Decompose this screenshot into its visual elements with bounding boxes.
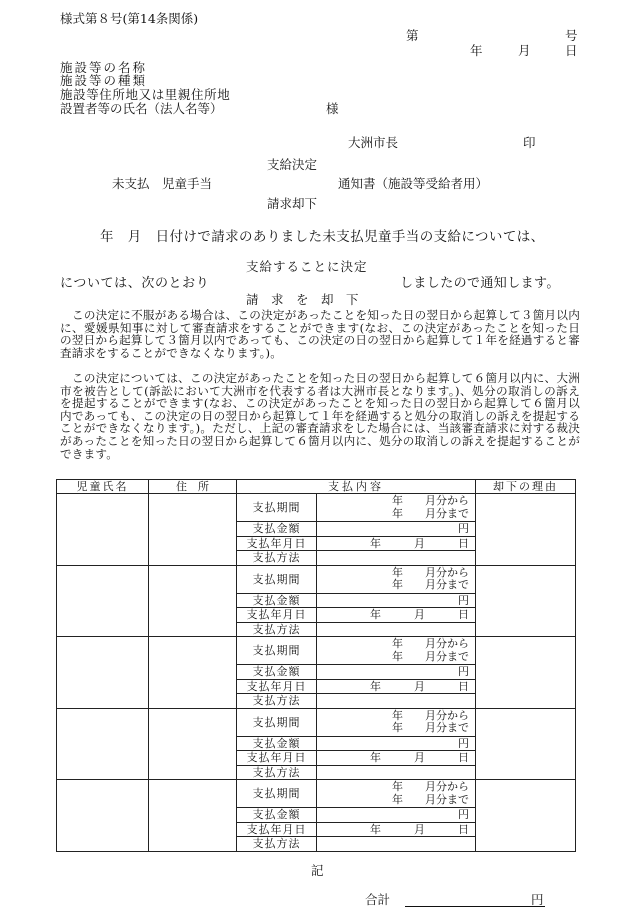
title-option-reject: 請求却下 — [267, 196, 318, 211]
method-label: 支払方法 — [237, 551, 317, 566]
title-right: 通知書（施設等受給者用） — [338, 176, 489, 191]
body-option-grant: 支給することに決定 — [246, 259, 368, 274]
period-from: 年 月分から — [392, 780, 469, 793]
period-from: 年 月分から — [392, 708, 469, 722]
address-cell — [149, 780, 237, 852]
period-label: 支払期間 — [237, 637, 317, 665]
period-to: 年 月分まで — [392, 649, 469, 663]
amount-value: 円 — [317, 665, 476, 680]
date-label: 支払年月日 — [237, 679, 317, 694]
method-value — [317, 551, 476, 566]
child-name-cell — [57, 708, 149, 780]
doc-number-suffix: 号 — [565, 28, 578, 43]
table-header-row — [57, 480, 576, 494]
rejection-reason-cell — [476, 565, 576, 637]
date-value: 年 月 日 — [317, 536, 476, 551]
period-to: 年 月分まで — [392, 721, 469, 734]
amount-value: 円 — [317, 593, 476, 608]
period-label: 支払期間 — [237, 565, 317, 593]
date-day: 日 — [565, 43, 578, 58]
address-cell — [149, 494, 237, 566]
header-child-name: 児童氏名 — [57, 480, 149, 494]
payment-table — [56, 479, 576, 852]
date-year: 年 — [470, 43, 483, 58]
period-to: 年 月分まで — [392, 578, 469, 591]
period-label: 支払期間 — [237, 494, 317, 522]
amount-value: 円 — [317, 736, 476, 751]
date-month: 月 — [518, 43, 531, 58]
total-yen: 円 — [531, 892, 544, 907]
date-label: 支払年月日 — [237, 536, 317, 551]
date-value: 年 月 日 — [317, 608, 476, 623]
child-name-cell — [57, 494, 149, 566]
method-value — [317, 694, 476, 709]
mayor-title: 大洲市長 — [348, 135, 399, 150]
amount-label: 支払金額 — [237, 665, 317, 680]
table-row — [57, 494, 576, 522]
facility-name-label: 施設等の名称 — [60, 60, 148, 75]
amount-label: 支払金額 — [237, 522, 317, 537]
table-row — [57, 708, 576, 736]
seal-mark: 印 — [523, 135, 536, 150]
body-line-left: については、次のとおり — [60, 276, 210, 291]
amount-label: 支払金額 — [237, 808, 317, 823]
lawsuit-notice-paragraph: この決定については、この決定があったことを知った日の翌日から起算して６箇月以内に、大洲市を被告として(訴訟において大洲市を代表する者は大洲市長となります。)、処分の取消しの訴えを提起することができます(なお、この決定があったことを知った日の翌日から起算して６箇月以内であっても、この決定の日の翌日から起算して１年を経過すると処分の取消しの訴えを提起することができなくなります。)。ただし、上記の審査請求をした場合には、当該審査請求に対する裁決があったことを知った日の翌日から起算して６箇月以内に、処分の取消しの訴えを提起することができます。 — [60, 371, 580, 461]
table-row — [57, 565, 576, 593]
header-payment-content: 支払内容 — [237, 480, 476, 494]
method-value — [317, 622, 476, 637]
method-value — [317, 765, 476, 780]
date-value: 年 月 日 — [317, 822, 476, 837]
doc-number-prefix: 第 — [406, 28, 419, 43]
form-number: 様式第８号(第14条関係) — [60, 11, 199, 26]
date-label: 支払年月日 — [237, 751, 317, 766]
period-value — [317, 637, 476, 665]
child-name-cell — [57, 565, 149, 637]
total-underline — [405, 906, 545, 907]
method-label: 支払方法 — [237, 837, 317, 852]
rejection-reason-cell — [476, 780, 576, 852]
period-from: 年 月分から — [392, 565, 469, 579]
period-to: 年 月分まで — [392, 792, 469, 806]
body-option-reject: 請 求 を 却 下 — [246, 292, 359, 307]
amount-value: 円 — [317, 522, 476, 537]
method-label: 支払方法 — [237, 622, 317, 637]
period-label: 支払期間 — [237, 708, 317, 736]
date-value: 年 月 日 — [317, 751, 476, 766]
period-value — [317, 708, 476, 736]
facility-address-label: 施設等住所地又は里親住所地 — [60, 87, 231, 102]
header-address: 住 所 — [149, 480, 237, 494]
facility-type-label: 施設等の種類 — [60, 73, 148, 88]
period-from: 年 月分から — [392, 494, 469, 507]
method-label: 支払方法 — [237, 765, 317, 780]
rejection-reason-cell — [476, 637, 576, 709]
method-label: 支払方法 — [237, 694, 317, 709]
intro-sentence: 年 月 日付けで請求のありました未支払児童手当の支給については、 — [100, 229, 545, 245]
date-label: 支払年月日 — [237, 822, 317, 837]
total-label: 合計 — [365, 892, 391, 907]
amount-value: 円 — [317, 808, 476, 823]
appeal-notice-paragraph: この決定に不服がある場合は、この決定があったことを知った日の翌日から起算して３箇月以内に、愛媛県知事に対して審査請求をすることができます(なお、この決定があったことを知った日の翌日から起算して３箇月以内であっても、この決定の日の翌日から起算して１年を経過すると審査請求をすることができなくなります。)。 — [60, 308, 580, 360]
period-from: 年 月分から — [392, 637, 469, 650]
period-label: 支払期間 — [237, 780, 317, 808]
honorific-sama: 様 — [326, 101, 339, 116]
founder-name-label: 設置者等の氏名（法人名等） — [60, 101, 223, 116]
period-value — [317, 494, 476, 522]
table-row — [57, 637, 576, 665]
rejection-reason-cell — [476, 708, 576, 780]
title-option-grant: 支給決定 — [267, 157, 318, 172]
table-row — [57, 780, 576, 808]
header-rejection-reason: 却下の理由 — [476, 480, 576, 494]
period-value — [317, 565, 476, 593]
amount-label: 支払金額 — [237, 736, 317, 751]
address-cell — [149, 565, 237, 637]
date-value: 年 月 日 — [317, 679, 476, 694]
title-left: 未支払 児童手当 — [112, 176, 213, 191]
date-label: 支払年月日 — [237, 608, 317, 623]
rejection-reason-cell — [476, 494, 576, 566]
ki-mark: 記 — [311, 863, 324, 878]
address-cell — [149, 637, 237, 709]
child-name-cell — [57, 637, 149, 709]
child-name-cell — [57, 780, 149, 852]
method-value — [317, 837, 476, 852]
amount-label: 支払金額 — [237, 593, 317, 608]
address-cell — [149, 708, 237, 780]
body-line-right: しましたので通知します。 — [400, 276, 560, 291]
period-value — [317, 780, 476, 808]
period-to: 年 月分まで — [392, 506, 469, 520]
